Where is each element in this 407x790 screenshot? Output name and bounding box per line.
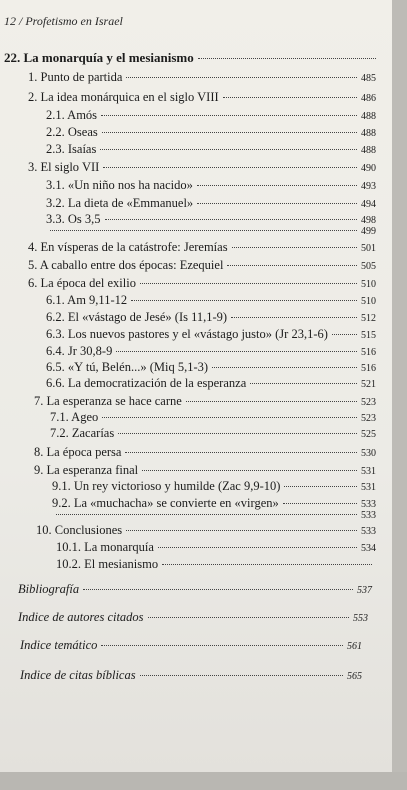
- entry-label: 6.1. Am 9,11-12: [46, 293, 128, 307]
- entry-label: 2.1. Amós: [46, 108, 98, 122]
- page-number: 488: [361, 128, 376, 139]
- entry-label: 6.4. Jr 30,8-9: [46, 344, 113, 358]
- toc-entry-4: [28, 240, 376, 255]
- dot-leader: [50, 230, 357, 231]
- page-number: 512: [361, 313, 376, 324]
- dot-leader: [198, 58, 376, 59]
- dot-leader: [131, 300, 357, 301]
- dot-leader: [103, 167, 357, 168]
- entry-label: 3. El siglo VII: [28, 160, 100, 174]
- dot-leader: [125, 452, 357, 453]
- page-number: 533: [361, 526, 376, 537]
- page-number: 530: [361, 448, 376, 459]
- page-number: 505: [361, 261, 376, 272]
- dot-leader: [142, 470, 357, 471]
- entry-label: 7.1. Ageo: [50, 410, 99, 424]
- dot-leader: [283, 503, 357, 504]
- toc-entry-6-5: [46, 360, 376, 375]
- toc-entry-2-3: [46, 142, 376, 157]
- entry-label: 3.2. La dieta de «Emmanuel»: [46, 196, 194, 210]
- dot-leader: [250, 383, 357, 384]
- page-number: 510: [361, 279, 376, 290]
- dot-leader: [102, 132, 357, 133]
- toc-entry-3: [28, 160, 376, 175]
- dot-leader: [197, 185, 357, 186]
- entry-label: 6. La época del exilio: [28, 276, 136, 290]
- toc-entry-6-3: [46, 327, 376, 342]
- entry-label: 4. En vísperas de la catástrofe: Jeremías: [28, 240, 228, 254]
- dot-leader: [102, 417, 357, 418]
- page-number: 488: [361, 145, 376, 156]
- chapter-title-chapter: [4, 50, 380, 66]
- page-number: 485: [361, 73, 376, 84]
- back-matter-bib: [18, 582, 372, 597]
- dot-leader: [56, 514, 357, 515]
- toc-entry-5: [28, 258, 376, 273]
- toc-entry-8: [34, 445, 376, 460]
- dot-leader: [83, 589, 353, 590]
- dot-leader: [162, 564, 372, 565]
- toc-entry-10-2: [56, 557, 376, 572]
- page-number: 565: [347, 671, 362, 682]
- toc-entry-6-6: [46, 376, 376, 391]
- dot-leader: [101, 115, 357, 116]
- dot-leader: [212, 367, 357, 368]
- entry-label: 9.2. La «muchacha» se convierte en «virgen»: [52, 496, 279, 510]
- entry-label: 2. La idea monárquica en el siglo VIII: [28, 90, 219, 104]
- dot-leader: [101, 645, 343, 646]
- page-number: 490: [361, 163, 376, 174]
- page-number: 525: [361, 429, 376, 440]
- entry-label: Indice de citas bíblicas: [20, 668, 136, 682]
- dot-leader: [227, 265, 357, 266]
- entry-label: 6.5. «Y tú, Belén...» (Miq 5,1-3): [46, 360, 209, 374]
- dot-leader: [158, 547, 357, 548]
- dot-leader: [332, 334, 357, 335]
- back-matter-autores: [18, 610, 368, 625]
- entry-label: 10.1. La monarquía: [56, 540, 154, 554]
- toc-entry-7-2: [50, 426, 376, 441]
- page-number: 515: [361, 330, 376, 341]
- entry-label: 1. Punto de partida: [28, 70, 123, 84]
- page-number: 561: [347, 641, 362, 652]
- page-number: 516: [361, 363, 376, 374]
- toc-entry-2-1: [46, 108, 376, 123]
- dot-leader: [197, 203, 357, 204]
- entry-label: Indice de autores citados: [18, 610, 144, 624]
- entry-label: 6.6. La democratización de la esperanza: [46, 376, 247, 390]
- dot-leader: [223, 97, 357, 98]
- toc-entry-6-4: [46, 344, 376, 359]
- toc-entry-2-2: [46, 125, 376, 140]
- page-number: 523: [361, 397, 376, 408]
- toc-entry-3-2: [46, 196, 376, 211]
- toc-entry-3-x: [46, 226, 376, 237]
- toc-entry-6-2: [46, 310, 376, 325]
- dot-leader: [231, 317, 357, 318]
- entry-label: 10. Conclusiones: [36, 523, 123, 537]
- page-number: 516: [361, 347, 376, 358]
- toc-entry-9: [34, 463, 376, 478]
- back-matter-tematico: [20, 638, 362, 653]
- entry-label: 9. La esperanza final: [34, 463, 139, 477]
- dot-leader: [105, 219, 357, 220]
- toc-entry-1: [28, 70, 376, 85]
- dot-leader: [126, 77, 357, 78]
- page-number: 498: [361, 215, 376, 226]
- toc-entry-9-1: [52, 479, 376, 494]
- dot-leader: [284, 486, 357, 487]
- entry-label: 9.1. Un rey victorioso y humilde (Zac 9,9-10): [52, 479, 281, 493]
- entry-label: 3.3. Os 3,5: [46, 212, 101, 226]
- entry-label: 6.3. Los nuevos pastores y el «vástago justo» (Jr 23,1-6): [46, 327, 328, 341]
- dot-leader: [148, 617, 349, 618]
- page-number: 534: [361, 543, 376, 554]
- page-number: 523: [361, 413, 376, 424]
- toc-entry-3-1: [46, 178, 376, 193]
- entry-label: 3.1. «Un niño nos ha nacido»: [46, 178, 193, 192]
- running-header: 12 / Profetismo en Israel: [4, 14, 123, 28]
- dot-leader: [232, 247, 357, 248]
- page-number: 553: [353, 613, 368, 624]
- page-number: 488: [361, 111, 376, 122]
- toc-entry-10-1: [56, 540, 376, 555]
- entry-label: Indice temático: [20, 638, 98, 652]
- toc-entry-6: [28, 276, 376, 291]
- entry-label: 6.2. El «vástago de Jesé» (Is 11,1-9): [46, 310, 228, 324]
- toc-entry-3-3: [46, 212, 376, 227]
- page-number: 521: [361, 379, 376, 390]
- page-number: 493: [361, 181, 376, 192]
- entry-label: 7. La esperanza se hace carne: [34, 394, 182, 408]
- entry-label: 7.2. Zacarías: [50, 426, 115, 440]
- dot-leader: [100, 149, 357, 150]
- page-number: 494: [361, 199, 376, 210]
- entry-label: 5. A caballo entre dos épocas: Ezequiel: [28, 258, 224, 272]
- entry-label: 10.2. El mesianismo: [56, 557, 159, 571]
- toc-entry-7-1: [50, 410, 376, 425]
- page-edge: [392, 0, 407, 790]
- dot-leader: [140, 283, 357, 284]
- page-number: 501: [361, 243, 376, 254]
- page-number: 499: [361, 226, 376, 237]
- surface-below: [0, 772, 407, 790]
- entry-label: 2.3. Isaías: [46, 142, 97, 156]
- entry-label: 22. La monarquía y el mesianismo: [4, 50, 194, 65]
- entry-label: 2.2. Oseas: [46, 125, 98, 139]
- toc-entry-2: [28, 90, 376, 105]
- toc-entry-9-x: [52, 510, 376, 521]
- entry-label: Bibliografía: [18, 582, 80, 596]
- back-matter-citas: [20, 668, 362, 683]
- toc-entry-9-2: [52, 496, 376, 511]
- toc-entry-7: [34, 394, 376, 409]
- page-number: 533: [361, 499, 376, 510]
- dot-leader: [126, 530, 357, 531]
- page-number: 510: [361, 296, 376, 307]
- toc-entry-6-1: [46, 293, 376, 308]
- dot-leader: [186, 401, 357, 402]
- dot-leader: [140, 675, 343, 676]
- page-number: 531: [361, 466, 376, 477]
- page-number: 486: [361, 93, 376, 104]
- toc-entry-10: [36, 523, 376, 538]
- dot-leader: [116, 351, 357, 352]
- entry-label: 8. La época persa: [34, 445, 122, 459]
- page-number: 537: [357, 585, 372, 596]
- page-number: 531: [361, 482, 376, 493]
- dot-leader: [118, 433, 357, 434]
- page-number: 533: [361, 510, 376, 521]
